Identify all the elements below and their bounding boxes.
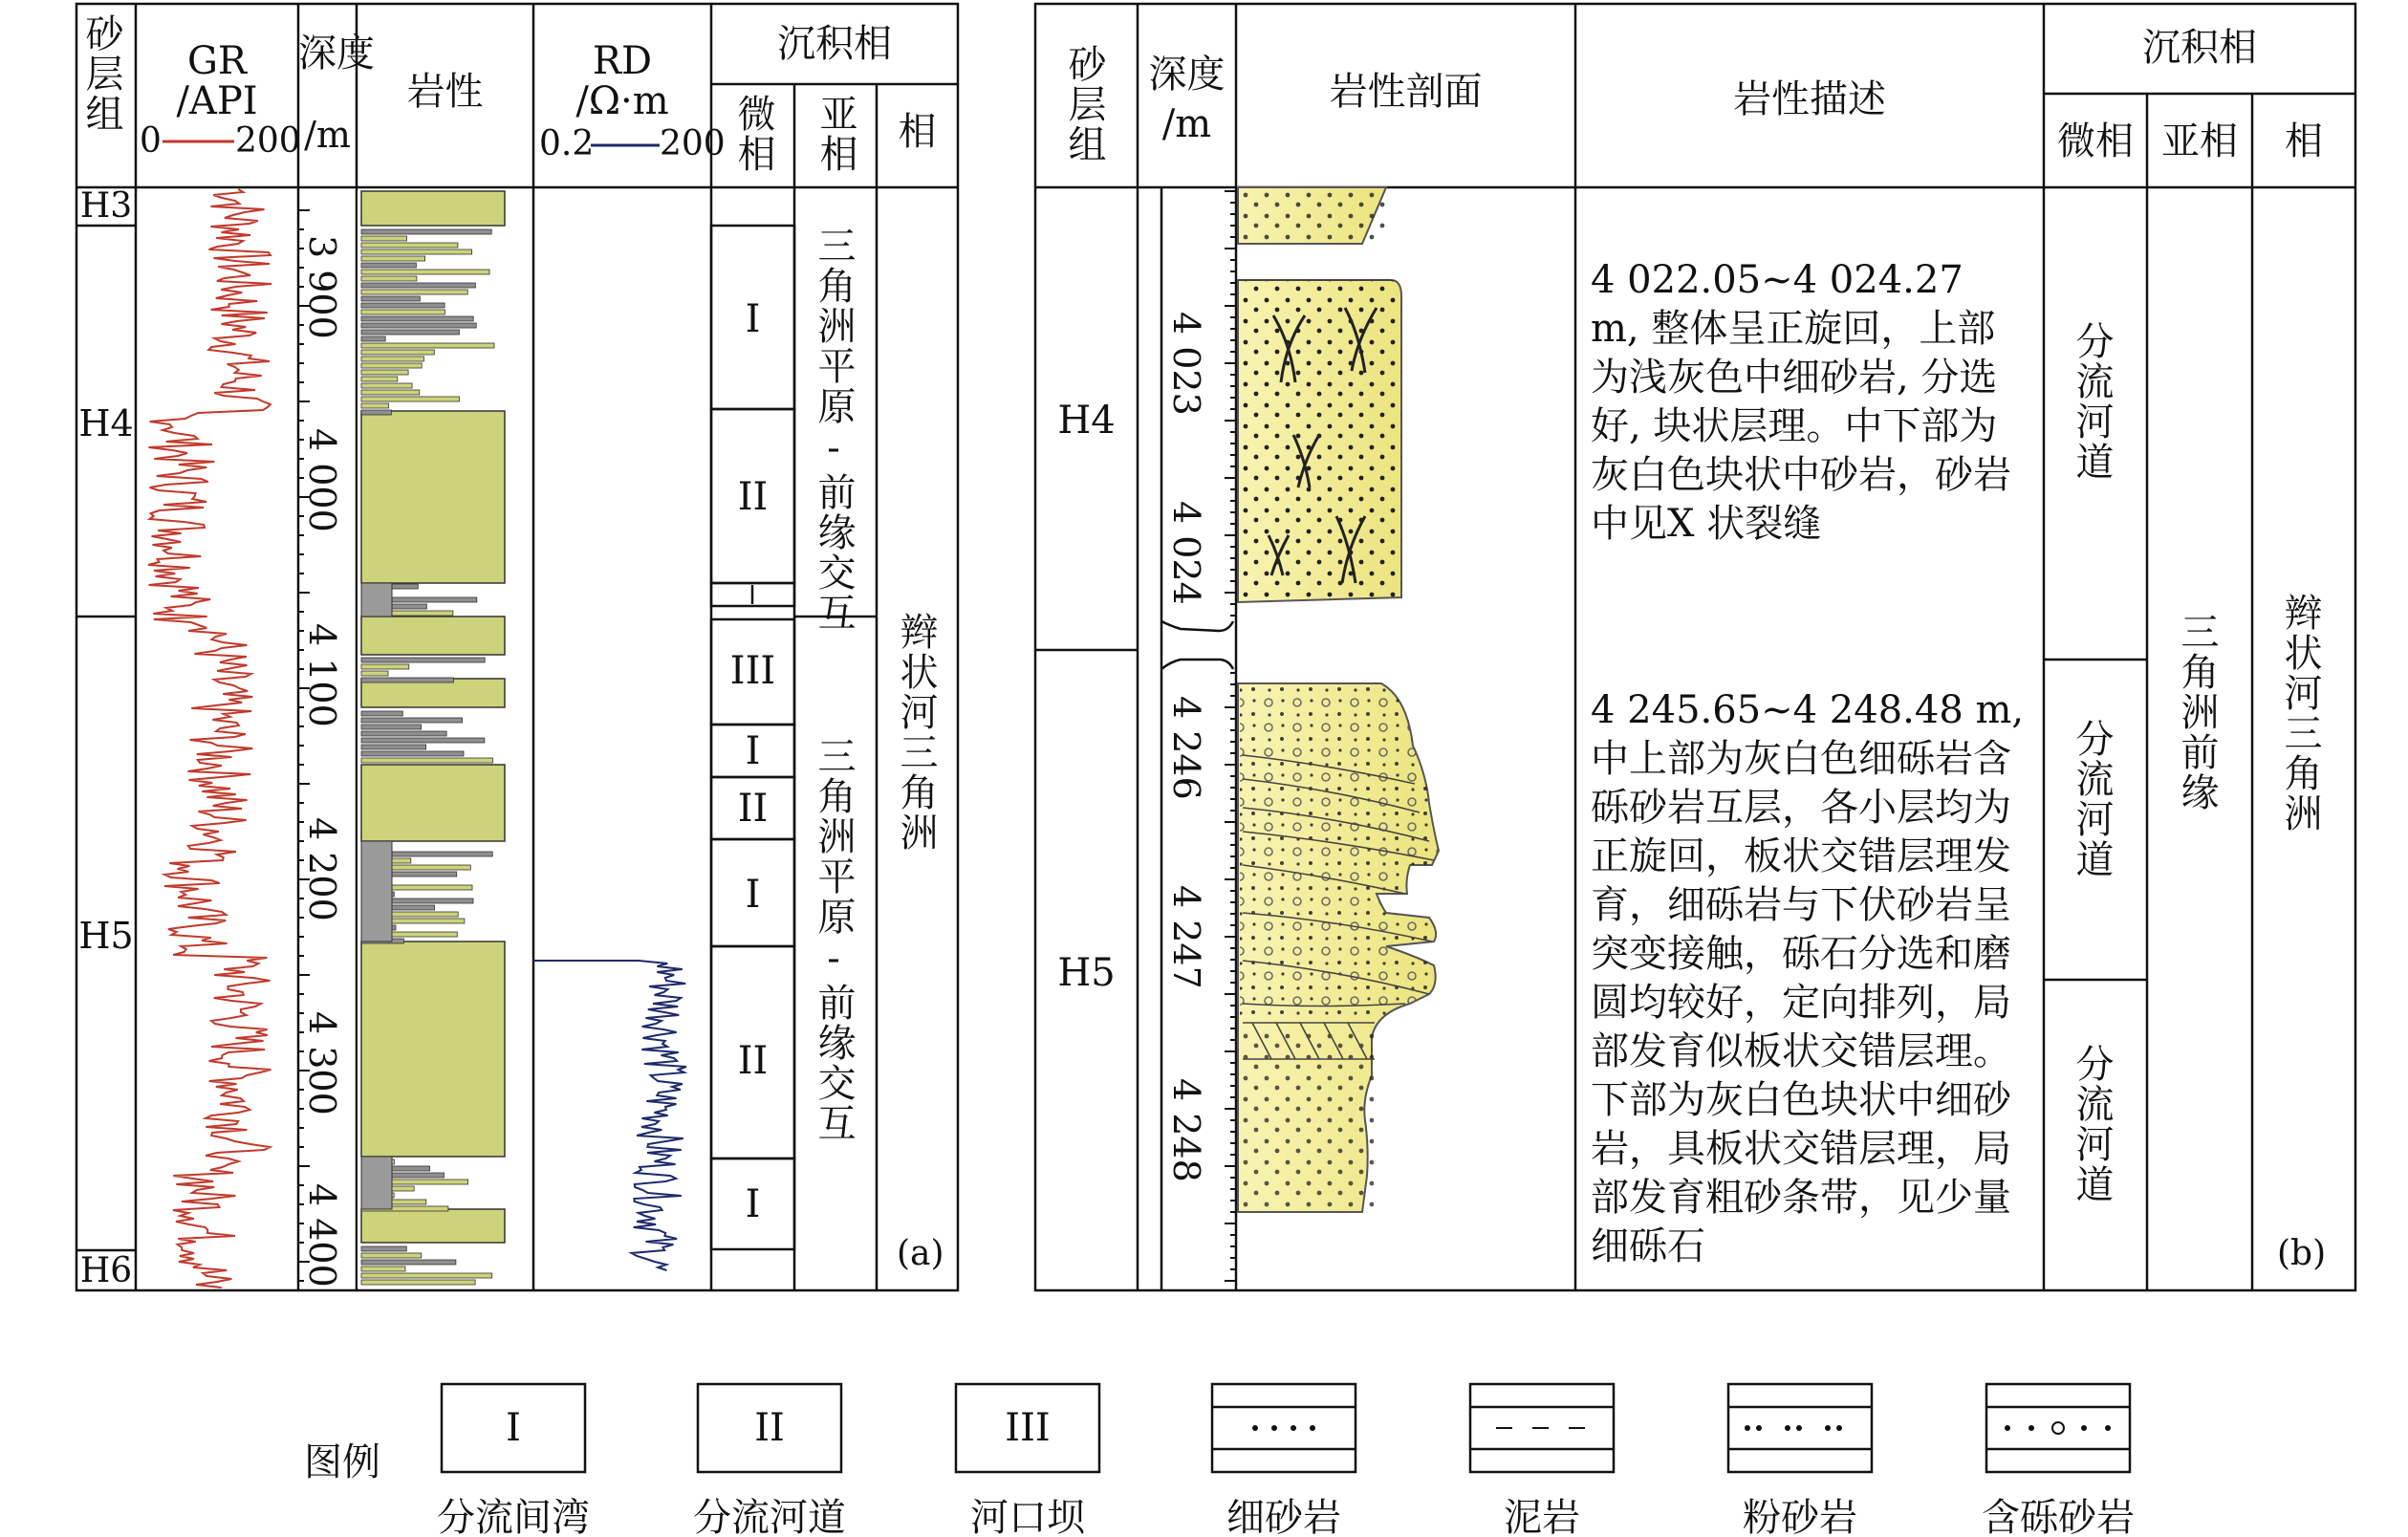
b-sub-header: 亚相: [2161, 119, 2238, 163]
b-facies-header: 沉积相: [2142, 26, 2257, 70]
profile-lower: [1238, 683, 1441, 1212]
interbed-layer: [361, 671, 388, 676]
mudstone-layer: [361, 841, 392, 942]
interbed-layer: [361, 1266, 405, 1271]
legend-label: 分流河道: [693, 1496, 846, 1537]
b-description-lower: 4 245.65~4 248.48 m, 中上部为灰白色细砾岩含砾砂岩互层，各小层均为正旋回，板状交错层理发育，细砾岩与下伏砂岩呈突变接触，砾石分选和磨圆均较好，定向排列，局部发育似板状交错层理。下部为灰白色块状中细砂岩，具板状交错层理，局部发育粗砂条带，见少量细砾石: [1591, 688, 2025, 1268]
interbed-layer: [361, 403, 389, 408]
a-rd-max: 200: [660, 124, 726, 163]
legend-label: 分流间湾: [437, 1496, 590, 1537]
a-group-label: H5: [78, 915, 134, 957]
mudstone-layer: [361, 583, 392, 617]
a-depth-tick: 4 100: [301, 623, 343, 727]
sandstone-layer: [361, 411, 505, 583]
interbed-layer: [361, 303, 445, 308]
interbed-layer: [361, 229, 491, 234]
interbed-layer: [361, 330, 459, 335]
interbed-layer: [361, 731, 446, 736]
a-group-label: H6: [79, 1251, 133, 1290]
interbed-layer: [361, 350, 434, 355]
a-lithology-header: 岩性: [406, 70, 484, 114]
interbed-layer: [361, 243, 458, 248]
interbed-layer: [361, 363, 422, 368]
a-rd-unit: /Ω·m: [575, 79, 669, 123]
interbed-layer: [361, 1273, 492, 1278]
legend-title: 图例: [304, 1440, 380, 1484]
profile-upper: [1238, 187, 1401, 602]
interbed-layer: [361, 283, 475, 288]
a-depth-tick: 4 300: [301, 1011, 343, 1115]
interbed-layer: [361, 1253, 422, 1258]
sandstone-layer: [361, 765, 505, 841]
interbed-layer: [361, 343, 494, 348]
interbed-layer: [361, 256, 425, 261]
interbed-layer: [361, 738, 485, 743]
b-depth-tick: 4 023: [1165, 312, 1207, 416]
interbed-layer: [361, 276, 417, 281]
a-gr-max: 200: [235, 121, 301, 161]
a-gr-min: 0: [140, 121, 162, 161]
interbed-layer: [361, 290, 467, 294]
interbed-layer: [361, 390, 420, 395]
legend-label: 泥岩: [1504, 1496, 1580, 1537]
sandstone-layer: [361, 617, 505, 655]
fine-sandstone-pattern: [1252, 1425, 1315, 1431]
a-group-label: H4: [78, 402, 134, 444]
legend-label: 粉砂岩: [1743, 1496, 1857, 1537]
sandstone-layer: [361, 1209, 505, 1243]
interbed-layer: [361, 1260, 456, 1265]
legend-symbol: II: [754, 1406, 785, 1450]
a-phase-header: 相: [898, 110, 937, 154]
interbed-layer: [361, 263, 416, 268]
interbed-layer: [361, 383, 412, 388]
a-facies-header: 沉积相: [777, 22, 892, 66]
b-depth-tick: 4 246: [1165, 696, 1207, 800]
interbed-layer: [361, 357, 423, 361]
legend-boxes: [442, 1384, 2130, 1472]
pebbly-sandstone-pattern: [2005, 1422, 2111, 1434]
interbed-layer: [361, 1280, 475, 1285]
b-group-label: H5: [1057, 951, 1116, 995]
b-depth-unit: /m: [1161, 102, 1212, 146]
interbed-layer: [361, 370, 408, 375]
mudstone-layer: [361, 1157, 392, 1209]
interbed-layer: [361, 664, 409, 669]
interbed-layer: [361, 296, 420, 301]
interbed-layer: [361, 758, 493, 763]
b-depth-header: 深度: [1148, 53, 1226, 97]
a-micro-facies-label: II: [737, 475, 769, 519]
b-micro-facies: 分流河道: [2070, 321, 2114, 482]
sandstone-layer: [361, 679, 505, 707]
legend-label: 含砾砂岩: [1982, 1496, 2135, 1537]
a-sub-facies: 三角洲平原-前缘交互: [812, 736, 856, 1143]
a-depth-unit: /m: [304, 114, 351, 156]
b-depth-tick: 4 024: [1165, 501, 1207, 605]
a-depth-tick: 4 400: [301, 1183, 343, 1288]
legend-label: 河口坝: [970, 1496, 1085, 1537]
interbed-layer: [361, 323, 476, 328]
interbed-layer: [361, 678, 453, 682]
a-depth-header: 深度: [298, 32, 375, 76]
interbed-layer: [361, 711, 402, 716]
rd-curve: [533, 961, 686, 1270]
depth-break: [1161, 621, 1233, 669]
b-depth-tick: 4 248: [1165, 1078, 1207, 1182]
lithology-column: [358, 189, 506, 1288]
a-micro-facies-label: I: [745, 297, 761, 341]
interbed-layer: [361, 1246, 406, 1251]
legend-symbol: III: [1005, 1406, 1051, 1450]
interbed-layer: [361, 658, 485, 662]
a-panel-label: (a): [897, 1234, 944, 1273]
interbed-layer: [361, 718, 463, 723]
interbed-layer: [361, 270, 489, 274]
a-facies: 辫状河三角洲: [894, 612, 938, 853]
a-gr-unit: /API: [176, 79, 258, 123]
b-group-label: H4: [1057, 399, 1116, 443]
b-micro-facies: 分流河道: [2070, 719, 2114, 879]
interbed-layer: [361, 410, 391, 415]
a-micro-facies-label: I: [745, 729, 761, 773]
a-group-label: H3: [79, 186, 133, 226]
b-phase-header: 相: [2285, 119, 2323, 163]
a-depth-tick: 3 900: [301, 235, 343, 339]
a-sub-facies: 三角洲平原-前缘交互: [812, 226, 856, 633]
a-micro-facies-label: I: [745, 1182, 761, 1226]
a-rd-min: 0.2: [539, 124, 595, 163]
b-panel-label: (b): [2277, 1234, 2327, 1273]
b-sand-group-header: 砂层组: [1062, 44, 1106, 164]
a-gr-title: GR: [186, 39, 248, 83]
sandstone-layer: [361, 942, 505, 1157]
legend-symbol: I: [506, 1406, 521, 1450]
interbed-layer: [361, 745, 426, 749]
b-sub-facies: 三角洲前缘: [2175, 612, 2219, 812]
a-sand-group-header: 砂层组: [79, 13, 123, 134]
interbed-layer: [361, 336, 385, 341]
interbed-layer: [361, 725, 422, 729]
siltstone-pattern: [1745, 1425, 1842, 1431]
b-description-header: 岩性描述: [1733, 77, 1886, 121]
b-facies: 辫状河三角洲: [2278, 593, 2322, 833]
a-micro-facies-label: I: [745, 873, 761, 917]
interbed-layer: [361, 316, 473, 321]
a-micro-facies-label: II: [737, 787, 769, 831]
sandstone-layer: [361, 191, 505, 226]
interbed-layer: [361, 249, 472, 254]
b-micro-header: 微相: [2057, 119, 2134, 163]
a-micro-facies-label: II: [737, 1039, 769, 1083]
a-sub-header: 亚相: [814, 94, 857, 174]
gr-curve: [148, 189, 271, 1288]
interbed-layer: [361, 751, 464, 756]
interbed-layer: [361, 310, 445, 314]
interbed-layer: [361, 236, 407, 241]
a-micro-facies-label: III: [729, 649, 776, 693]
a-depth-tick: 4 200: [301, 817, 343, 921]
a-micro-header: 微相: [731, 94, 775, 174]
legend-label: 细砂岩: [1226, 1496, 1341, 1537]
b-micro-facies: 分流河道: [2070, 1044, 2114, 1204]
b-depth-tick: 4 247: [1165, 885, 1207, 989]
a-depth-tick: 4 000: [301, 428, 343, 532]
interbed-layer: [361, 377, 398, 381]
b-profile-header: 岩性剖面: [1329, 70, 1483, 114]
a-rd-title: RD: [592, 39, 653, 83]
b-description-upper: 4 022.05~4 024.27 m, 整体呈正旋回，上部为浅灰色中细砂岩, 分选好, 块状层理。中下部为灰白色块状中砂岩，砂岩中见X 状裂缝: [1591, 258, 2011, 546]
interbed-layer: [361, 397, 460, 401]
